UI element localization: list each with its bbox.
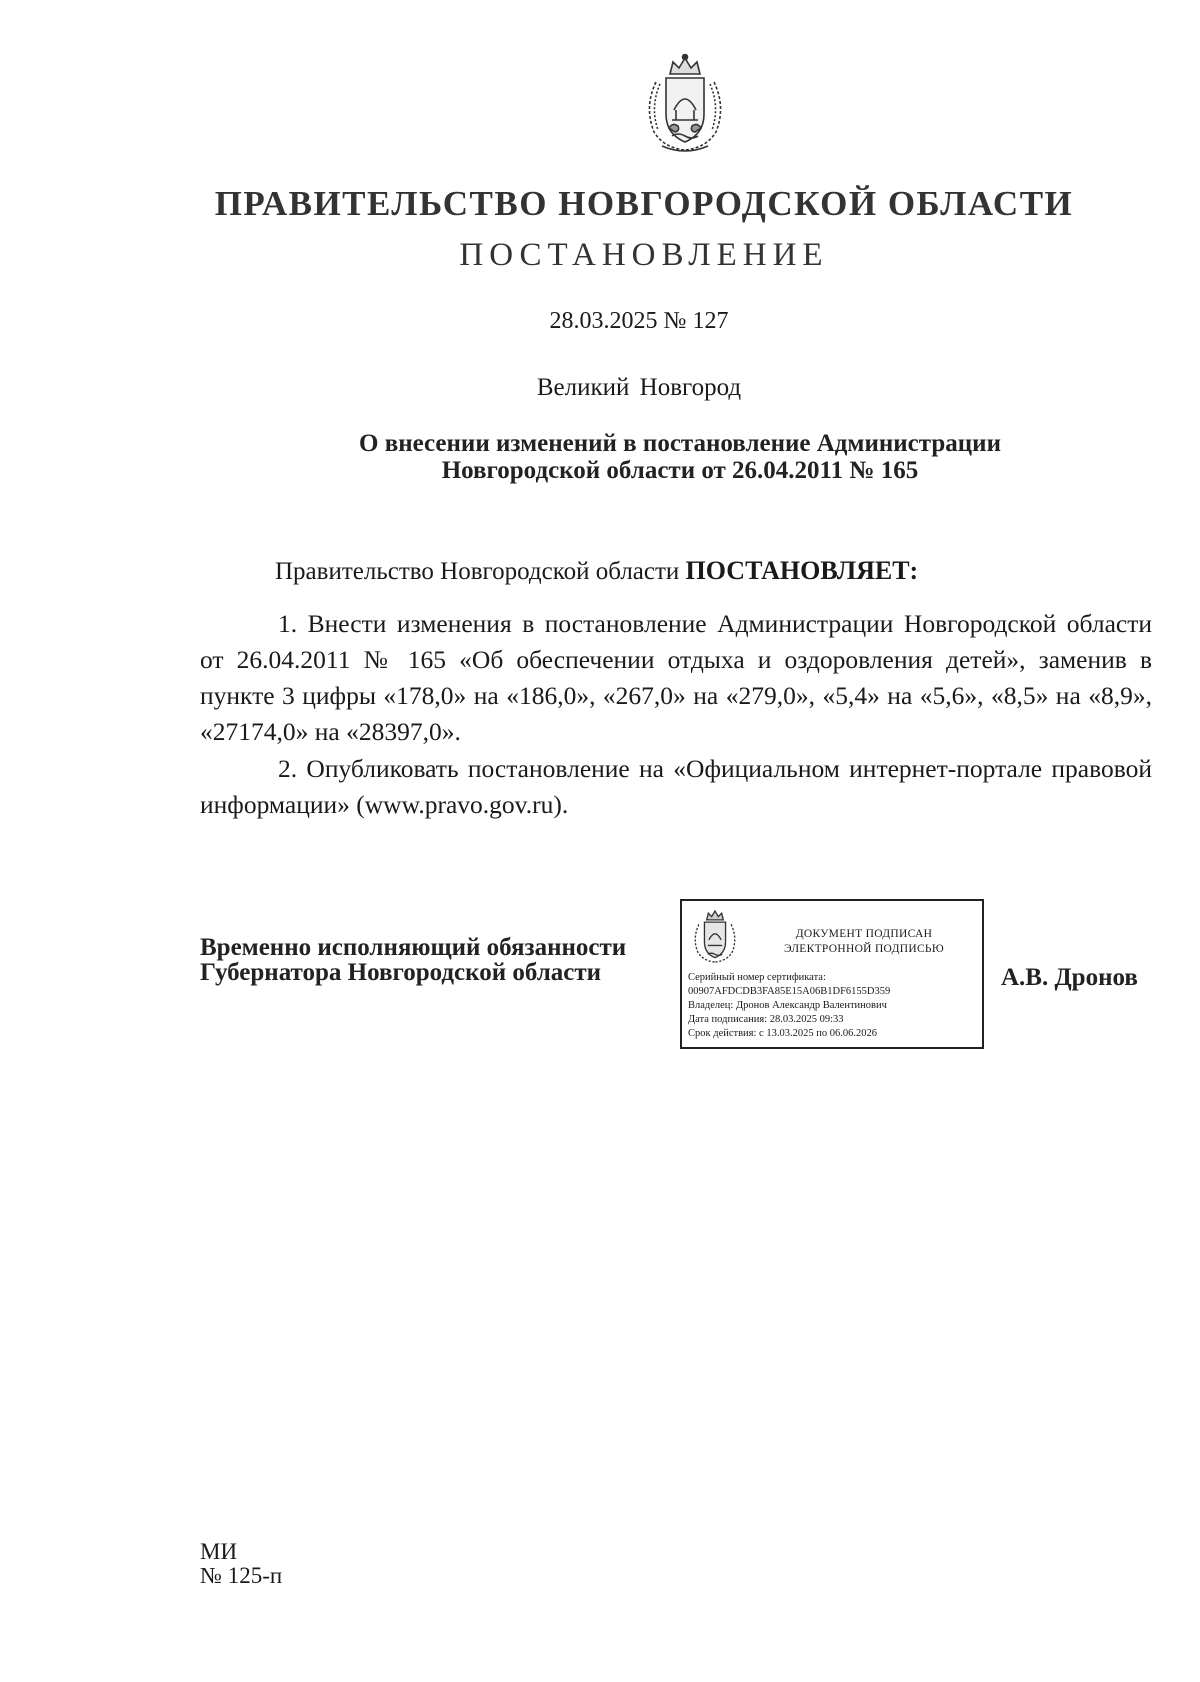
paragraph-2: 2. Опубликовать постановление на «Официальном интернет-портале правовой информации» (www.pravo.gov.ru). bbox=[200, 754, 1152, 819]
coat-of-arms-icon bbox=[640, 52, 730, 154]
stamp-owner: Владелец: Дронов Александр Валентинович bbox=[688, 1000, 887, 1011]
position-line-1: Временно исполняющий обязанности bbox=[200, 934, 627, 961]
footer-reference bbox=[200, 1540, 282, 1588]
document-type: ПОСТАНОВЛЕНИЕ bbox=[459, 237, 829, 273]
paragraph-1: 1. Внести изменения в постановление Администрации Новгородской области от 26.04.2011 № 165 «Об обеспечении отдыха и оздоровления детей», заменив в пункте 3 цифры «178,0» на «186,0», «267,0» на «279,0», «5,4» на «5,6», «8,5» на «8,9», «27174,0» на «28397,0». bbox=[200, 609, 1152, 746]
subject-line-1: О внесении изменений в постановление Администрации bbox=[359, 430, 1001, 457]
stamp-signed-date: Дата подписания: 28.03.2025 09:33 bbox=[688, 1014, 844, 1025]
stamp-title-line-1: ДОКУМЕНТ ПОДПИСАН bbox=[795, 928, 933, 940]
stamp-coat-of-arms-icon bbox=[690, 907, 740, 965]
footer-number: № 125-п bbox=[200, 1563, 283, 1588]
stamp-title bbox=[752, 927, 976, 957]
footer-initials: МИ bbox=[200, 1539, 238, 1564]
subject-line-2: Новгородской области от 26.04.2011 № 165 bbox=[441, 457, 919, 484]
preamble-text: Правительство Новгородской области bbox=[275, 558, 686, 585]
document-subject bbox=[300, 430, 1060, 484]
stamp-title-line-2: ЭЛЕКТРОННОЙ ПОДПИСЬЮ bbox=[784, 943, 944, 955]
preamble-resolves: ПОСТАНОВЛЯЕТ: bbox=[685, 556, 919, 585]
electronic-signature-stamp bbox=[680, 899, 984, 1049]
stamp-serial-label: Серийный номер сертификата: bbox=[688, 972, 826, 983]
document-city: Великий Новгород bbox=[536, 374, 742, 401]
stamp-details bbox=[688, 971, 978, 1041]
stamp-validity: Срок действия: с 13.03.2025 по 06.06.2026 bbox=[688, 1028, 877, 1039]
signatory-position bbox=[200, 935, 626, 985]
organization-title: ПРАВИТЕЛЬСТВО НОВГОРОДСКОЙ ОБЛАСТИ bbox=[214, 184, 1074, 223]
document-date-number: 28.03.2025 № 127 bbox=[549, 308, 729, 334]
position-line-2: Губернатора Новгородской области bbox=[200, 959, 602, 986]
signer-name: А.В. Дронов bbox=[1001, 964, 1138, 991]
stamp-serial-value: 00907AFDCDB3FA85E15A06B1DF6155D359 bbox=[688, 986, 891, 997]
preamble bbox=[275, 556, 918, 586]
